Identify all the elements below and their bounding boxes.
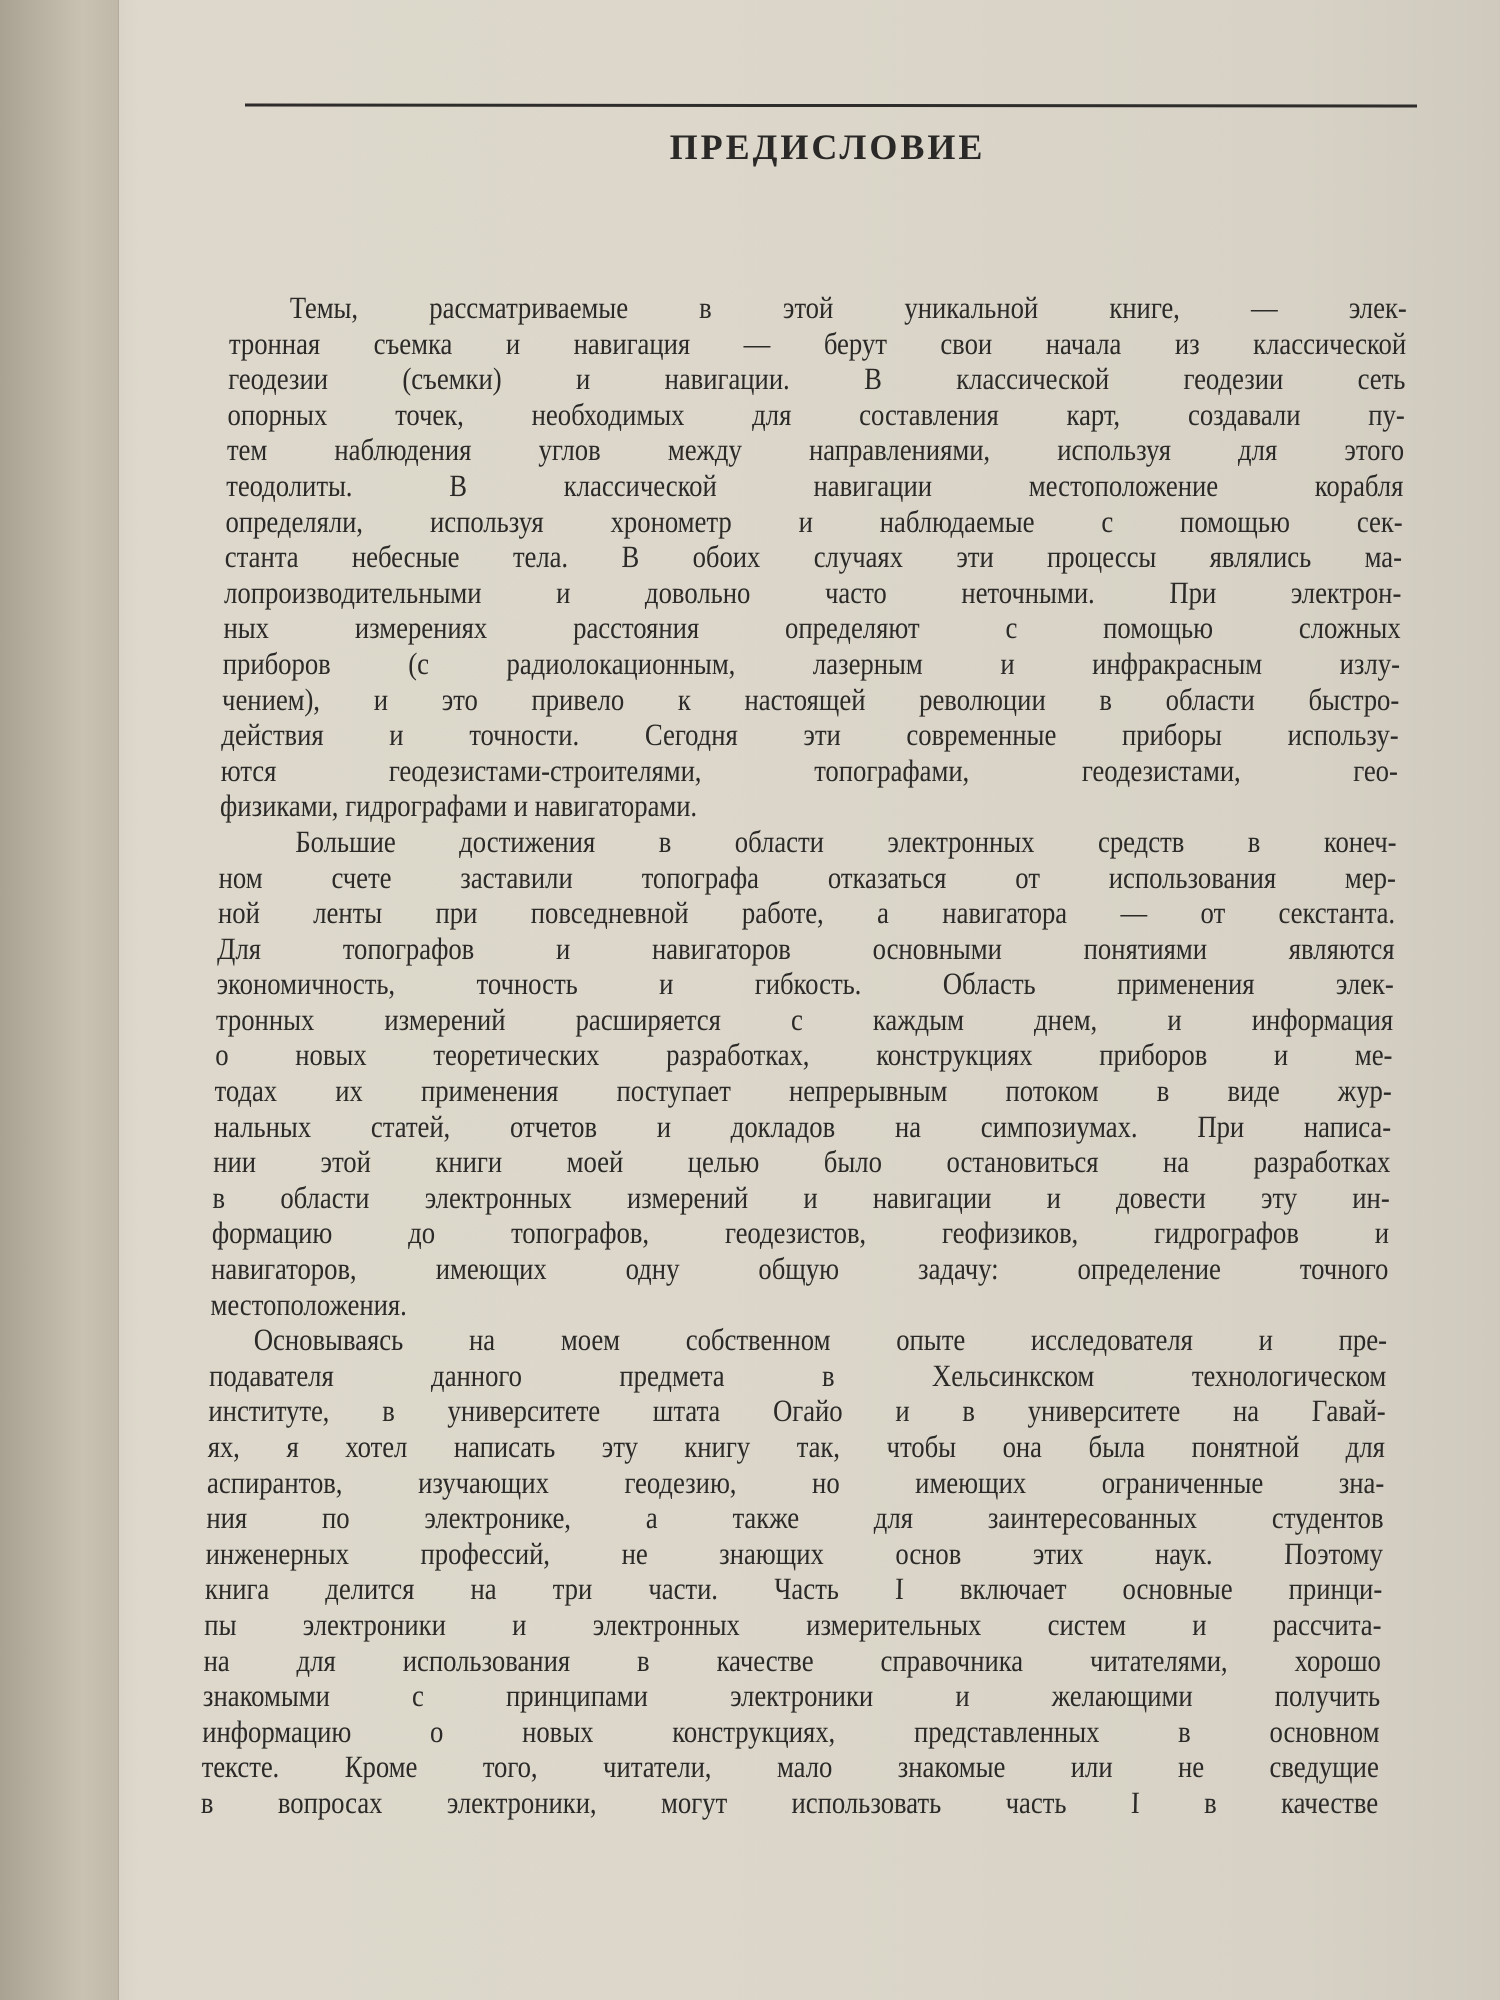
text-line-content: Темы, рассматриваемые в этой уникальной книге, — элек- [289, 290, 1408, 325]
header-rule [245, 103, 1417, 107]
text-line [220, 788, 1398, 824]
text-line [206, 1500, 1384, 1536]
text-line-content: станта небесные тела. В обоих случаях эти процессы являлись ма- [224, 539, 1403, 575]
text-line [218, 860, 1396, 896]
text-line-content: геодезии (съемки) и навигации. В классической геодезии сеть [227, 361, 1406, 397]
text-line-content: знакомыми с принципами электроники и желающими получить [202, 1678, 1381, 1714]
text-line [216, 966, 1394, 1002]
text-line [225, 504, 1403, 540]
text-line [214, 1073, 1392, 1109]
text-line [204, 1607, 1382, 1643]
text-line-content: пы электроники и электронных измерительных систем и рассчита- [204, 1606, 1382, 1642]
text-line [222, 682, 1400, 718]
text-line-content: ях, я хотел написать эту книгу так, чтобы она была понятной для [207, 1429, 1386, 1464]
text-line [229, 326, 1407, 362]
text-line [228, 361, 1406, 397]
text-line [216, 1002, 1394, 1038]
text-line-content: местоположения. [210, 1286, 408, 1322]
text-line-content: ния по электронике, а также для заинтересованных студентов [206, 1500, 1384, 1536]
text-line-content: ной ленты при повседневной работе, а навигатора — от секстанта. [217, 895, 1396, 931]
text-line-content: нии этой книги моей целью было остановиться на разработках [212, 1144, 1391, 1180]
text-line-content: аспирантов, изучающих геодезию, но имеющих ограниченные зна- [206, 1464, 1385, 1500]
text-line-content: нальных статей, отчетов и докладов на симпозиумах. При написа- [213, 1108, 1392, 1144]
text-line-content: приборов (с радиолокационным, лазерным и инфракрасным излу- [222, 645, 1401, 681]
text-line [207, 1465, 1385, 1501]
text-line-content: тронная съемка и навигация — берут свои начала из классической [228, 325, 1407, 361]
text-line [223, 610, 1401, 646]
text-line-content: ных измерениях расстояния определяют с помощью сложных [223, 610, 1402, 646]
text-line-content: подавателя данного предмета в Хельсинкском технологическом [208, 1357, 1387, 1393]
page-title: ПРЕДИСЛОВИЕ [669, 127, 986, 167]
text-line-content: ются геодезистами-строителями, топографами, геодезистами, гео- [220, 752, 1399, 788]
text-line-content: тексте. Кроме того, читатели, мало знакомые или не сведущие [201, 1749, 1380, 1785]
text-line-content: о новых теоретических разработках, конструкциях приборов и ме- [214, 1037, 1393, 1073]
text-line [210, 1287, 1388, 1323]
text-line-content: опорных точек, необходимых для составления карт, создавали пу- [227, 396, 1406, 432]
text-line-content: действия и точности. Сегодня эти современные приборы использу- [221, 717, 1400, 753]
text-line [213, 1144, 1391, 1180]
text-line [229, 290, 1407, 326]
text-line [215, 1037, 1393, 1073]
text-line [214, 1109, 1392, 1145]
text-line-content: в вопросах электроники, могут использовать часть I в качестве [200, 1784, 1379, 1820]
text-line-content: Для топографов и навигаторов основными понятиями являются [217, 930, 1395, 966]
text-line-content: физиками, гидрографами и навигаторами. [219, 788, 698, 824]
text-line [222, 646, 1400, 682]
text-line [212, 1180, 1390, 1216]
text-line [219, 824, 1397, 860]
text-line [221, 717, 1399, 753]
text-line-content: определяли, используя хронометр и наблюдаемые с помощью сек- [225, 503, 1404, 539]
text-line [212, 1215, 1390, 1251]
body-text [201, 290, 1407, 1821]
text-line-content: лопроизводительными и довольно часто неточными. При электрон- [223, 574, 1402, 610]
text-line-content: на для использования в качестве справочника читателями, хорошо [203, 1642, 1382, 1678]
text-line-content: информацию о новых конструкциях, представленных в основном [201, 1713, 1380, 1749]
book-gutter [0, 0, 119, 2000]
text-line-content: в области электронных измерений и навигации и довести эту ин- [212, 1179, 1391, 1215]
text-line-content: книга делится на три части. Часть I включает основные принци- [204, 1571, 1383, 1607]
text-line [225, 539, 1403, 575]
text-line-content: чением), и это привело к настоящей революции в области быстро- [221, 681, 1400, 717]
text-line [209, 1358, 1387, 1394]
text-line [220, 753, 1398, 789]
text-line [203, 1678, 1381, 1714]
text-line-content: ном счете заставили топографа отказаться от использования мер- [218, 859, 1397, 895]
text-line-content: экономичность, точность и гибкость. Область применения элек- [216, 966, 1395, 1002]
text-line [217, 931, 1395, 967]
text-line [227, 397, 1405, 433]
text-line-content: формацию до топографов, геодезистов, геофизиков, гидрографов и [211, 1215, 1390, 1251]
text-line-content: Основываясь на моем собственном опыте исследователя и пре- [253, 1322, 1388, 1358]
text-line-content: институте, в университете штата Огайо и в университете на Гавай- [208, 1393, 1387, 1429]
text-line [227, 432, 1405, 468]
text-line [202, 1714, 1380, 1750]
text-line-content: тодах их применения поступает непрерывным потоком в виде жур- [214, 1073, 1393, 1109]
text-line [218, 895, 1396, 931]
text-line-content: навигаторов, имеющих одну общую задачу: определение точного [210, 1251, 1389, 1287]
text-line [205, 1571, 1383, 1607]
text-line [201, 1785, 1379, 1821]
text-line [205, 1536, 1383, 1572]
text-line [208, 1393, 1386, 1429]
text-line [207, 1429, 1385, 1465]
text-line [209, 1322, 1387, 1358]
text-line-content: Большие достижения в области электронных средств в конеч- [295, 823, 1397, 859]
text-line-content: тронных измерений расширяется с каждым днем, и информация [215, 1001, 1394, 1037]
text-line-content: инженерных профессий, не знающих основ этих наук. Поэтому [205, 1535, 1384, 1571]
text-line [224, 575, 1402, 611]
text-line [226, 468, 1404, 504]
text-line [211, 1251, 1389, 1287]
text-line-content: теодолиты. В классической навигации местоположение корабля [225, 467, 1404, 503]
text-line [201, 1749, 1379, 1785]
text-line [203, 1643, 1381, 1679]
text-line-content: тем наблюдения углов между направлениями, используя для этого [226, 432, 1405, 468]
